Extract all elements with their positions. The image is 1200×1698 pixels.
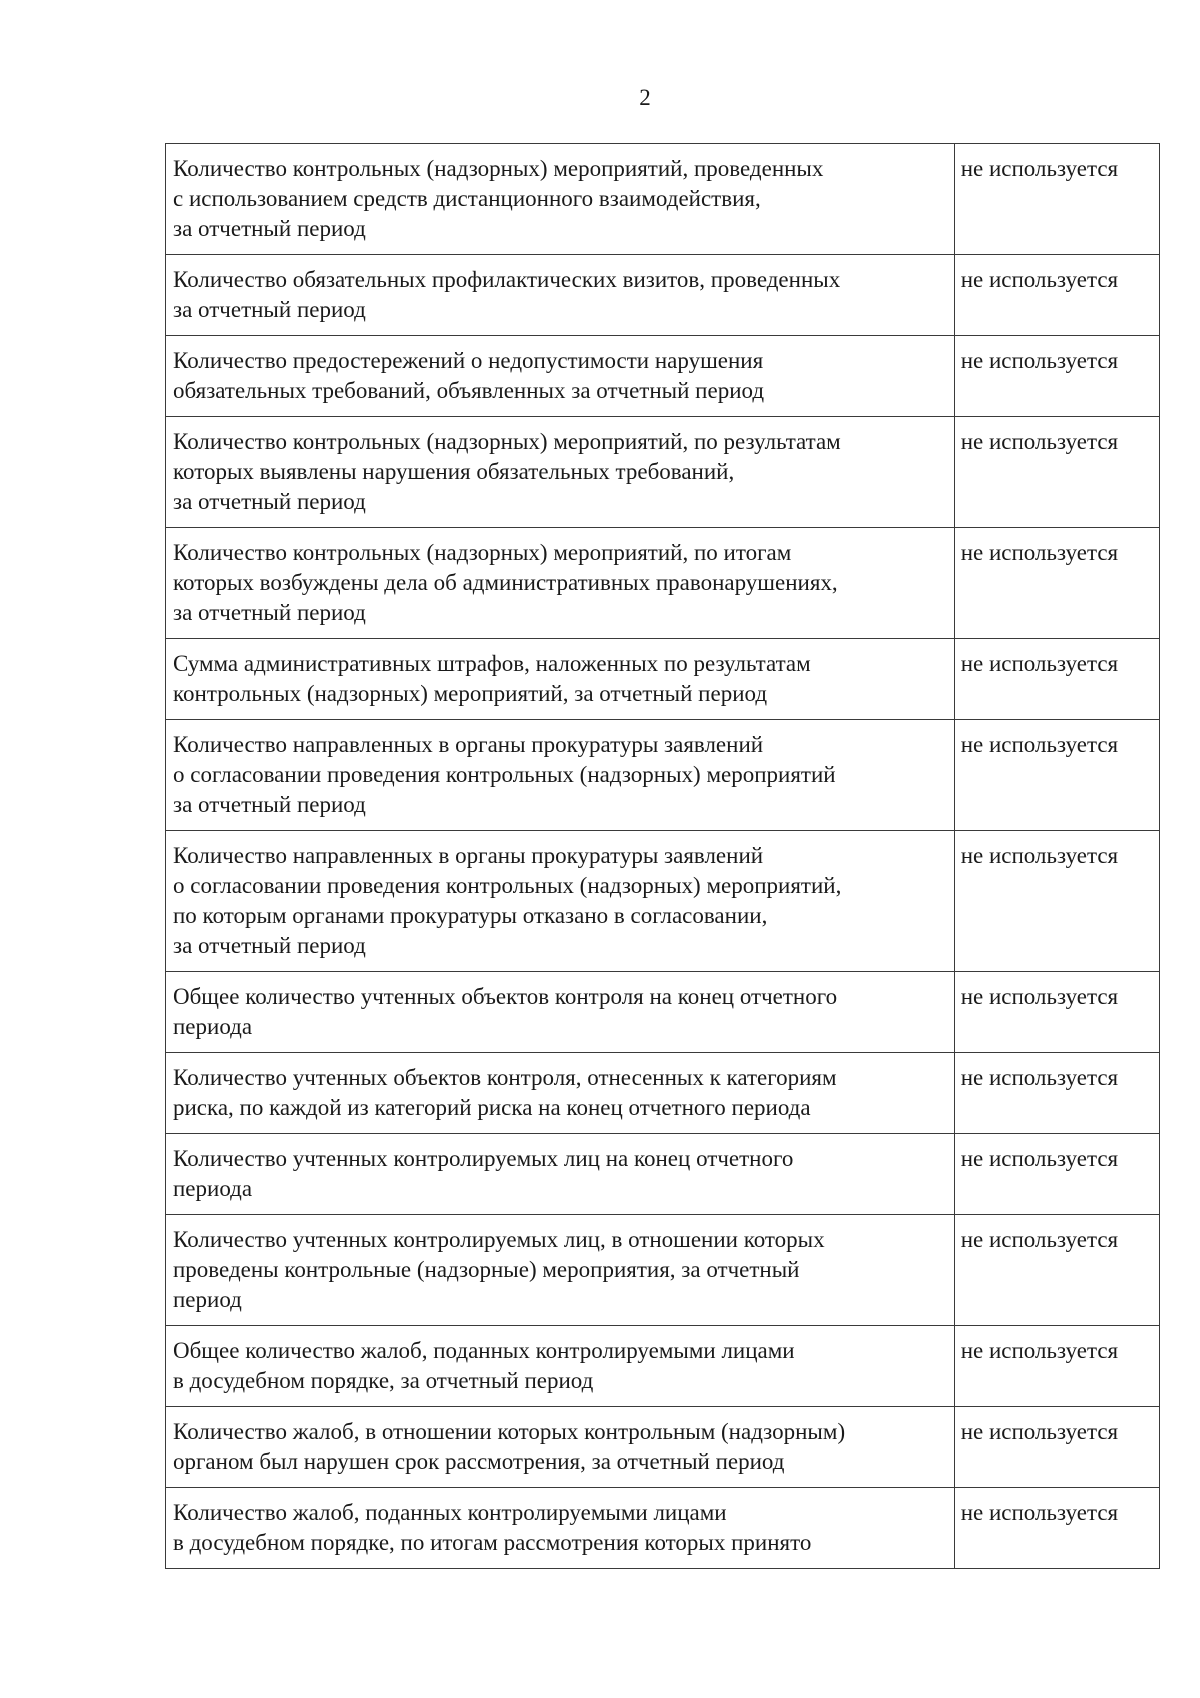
indicator-name-cell (166, 972, 955, 1053)
indicator-status-cell: не используется (954, 720, 1159, 831)
table-row (166, 972, 1160, 1053)
indicator-name-line: проведены контрольные (надзорные) мероприятия, за отчетный (173, 1257, 800, 1282)
indicator-name-line: Количество жалоб, в отношении которых контрольным (надзорным) (173, 1419, 846, 1444)
indicator-status-cell: не используется (954, 528, 1159, 639)
page-number: 2 (639, 85, 651, 110)
indicator-name-line: период (173, 1287, 242, 1312)
table-row (166, 1134, 1160, 1215)
indicator-name-line: в досудебном порядке, за отчетный период (173, 1368, 594, 1393)
indicator-name-line: за отчетный период (173, 216, 366, 241)
table-row (166, 1326, 1160, 1407)
indicator-name-cell (166, 336, 955, 417)
indicator-name-line: Количество направленных в органы прокуратуры заявлений (173, 732, 764, 757)
indicator-status-cell: не используется (954, 417, 1159, 528)
indicator-name-line: за отчетный период (173, 297, 366, 322)
indicator-name-line: Количество учтенных контролируемых лиц на конец отчетного (173, 1146, 794, 1171)
indicator-name-line: контрольных (надзорных) мероприятий, за отчетный период (173, 681, 768, 706)
indicator-status-cell: не используется (954, 1326, 1159, 1407)
indicator-name-line: Количество жалоб, поданных контролируемыми лицами (173, 1500, 727, 1525)
indicator-name-line: в досудебном порядке, по итогам рассмотрения которых принято (173, 1530, 812, 1555)
indicator-name-line: периода (173, 1014, 253, 1039)
table-row (166, 831, 1160, 972)
indicator-name-line: которых возбуждены дела об административных правонарушениях, (173, 570, 838, 595)
indicator-name-line: которых выявлены нарушения обязательных требований, (173, 459, 735, 484)
indicator-name-line: Количество контрольных (надзорных) мероприятий, по результатам (173, 429, 841, 454)
indicator-name-cell (166, 831, 955, 972)
table-row (166, 1053, 1160, 1134)
indicator-status-cell: не используется (954, 831, 1159, 972)
indicator-name-cell (166, 417, 955, 528)
indicator-name-cell (166, 1134, 955, 1215)
indicator-name-line: Количество предостережений о недопустимости нарушения (173, 348, 764, 373)
table-row (166, 1488, 1160, 1569)
indicator-name-line: периода (173, 1176, 253, 1201)
indicator-name-line: риска, по каждой из категорий риска на конец отчетного периода (173, 1095, 811, 1120)
table-row (166, 336, 1160, 417)
indicator-status-cell: не используется (954, 1407, 1159, 1488)
indicator-name-line: за отчетный период (173, 489, 366, 514)
indicator-name-line: Количество контрольных (надзорных) мероприятий, проведенных (173, 156, 824, 181)
indicator-status-cell: не используется (954, 1053, 1159, 1134)
indicator-name-cell (166, 255, 955, 336)
table-row (166, 639, 1160, 720)
indicator-name-line: Общее количество учтенных объектов контроля на конец отчетного (173, 984, 838, 1009)
table-row (166, 144, 1160, 255)
table-row (166, 528, 1160, 639)
indicator-name-line: Сумма административных штрафов, наложенных по результатам (173, 651, 811, 676)
indicator-name-line: органом был нарушен срок рассмотрения, за отчетный период (173, 1449, 785, 1474)
indicator-name-cell (166, 639, 955, 720)
indicator-name-line: Общее количество жалоб, поданных контролируемыми лицами (173, 1338, 795, 1363)
indicator-name-cell (166, 528, 955, 639)
indicator-status-cell: не используется (954, 1134, 1159, 1215)
indicators-table (165, 143, 1160, 1569)
indicator-status-cell: не используется (954, 972, 1159, 1053)
indicator-name-line: Количество учтенных контролируемых лиц, в отношении которых (173, 1227, 825, 1252)
indicator-status-cell: не используется (954, 144, 1159, 255)
indicators-table-body (166, 144, 1160, 1569)
indicator-name-cell (166, 1407, 955, 1488)
table-row (166, 255, 1160, 336)
indicator-name-line: Количество направленных в органы прокуратуры заявлений (173, 843, 764, 868)
table-row (166, 1407, 1160, 1488)
indicator-name-cell (166, 144, 955, 255)
indicator-name-line: за отчетный период (173, 600, 366, 625)
indicator-name-cell (166, 1215, 955, 1326)
indicator-name-line: по которым органами прокуратуры отказано в согласовании, (173, 903, 768, 928)
indicator-name-cell (166, 1053, 955, 1134)
indicator-status-cell: не используется (954, 336, 1159, 417)
indicator-name-line: Количество обязательных профилактических визитов, проведенных (173, 267, 841, 292)
indicator-name-line: о согласовании проведения контрольных (надзорных) мероприятий, (173, 873, 842, 898)
table-row (166, 417, 1160, 528)
indicator-name-cell (166, 1326, 955, 1407)
indicator-name-line: с использованием средств дистанционного взаимодействия, (173, 186, 761, 211)
indicator-status-cell: не используется (954, 639, 1159, 720)
indicator-name-line: Количество контрольных (надзорных) мероприятий, по итогам (173, 540, 792, 565)
indicator-name-line: Количество учтенных объектов контроля, отнесенных к категориям (173, 1065, 837, 1090)
indicator-name-line: за отчетный период (173, 933, 366, 958)
indicator-status-cell: не используется (954, 1488, 1159, 1569)
indicator-name-cell (166, 1488, 955, 1569)
indicator-name-cell (166, 720, 955, 831)
indicator-status-cell: не используется (954, 255, 1159, 336)
table-row (166, 1215, 1160, 1326)
indicator-name-line: обязательных требований, объявленных за отчетный период (173, 378, 765, 403)
table-row (166, 720, 1160, 831)
indicator-name-line: за отчетный период (173, 792, 366, 817)
indicator-status-cell: не используется (954, 1215, 1159, 1326)
indicator-name-line: о согласовании проведения контрольных (надзорных) мероприятий (173, 762, 836, 787)
